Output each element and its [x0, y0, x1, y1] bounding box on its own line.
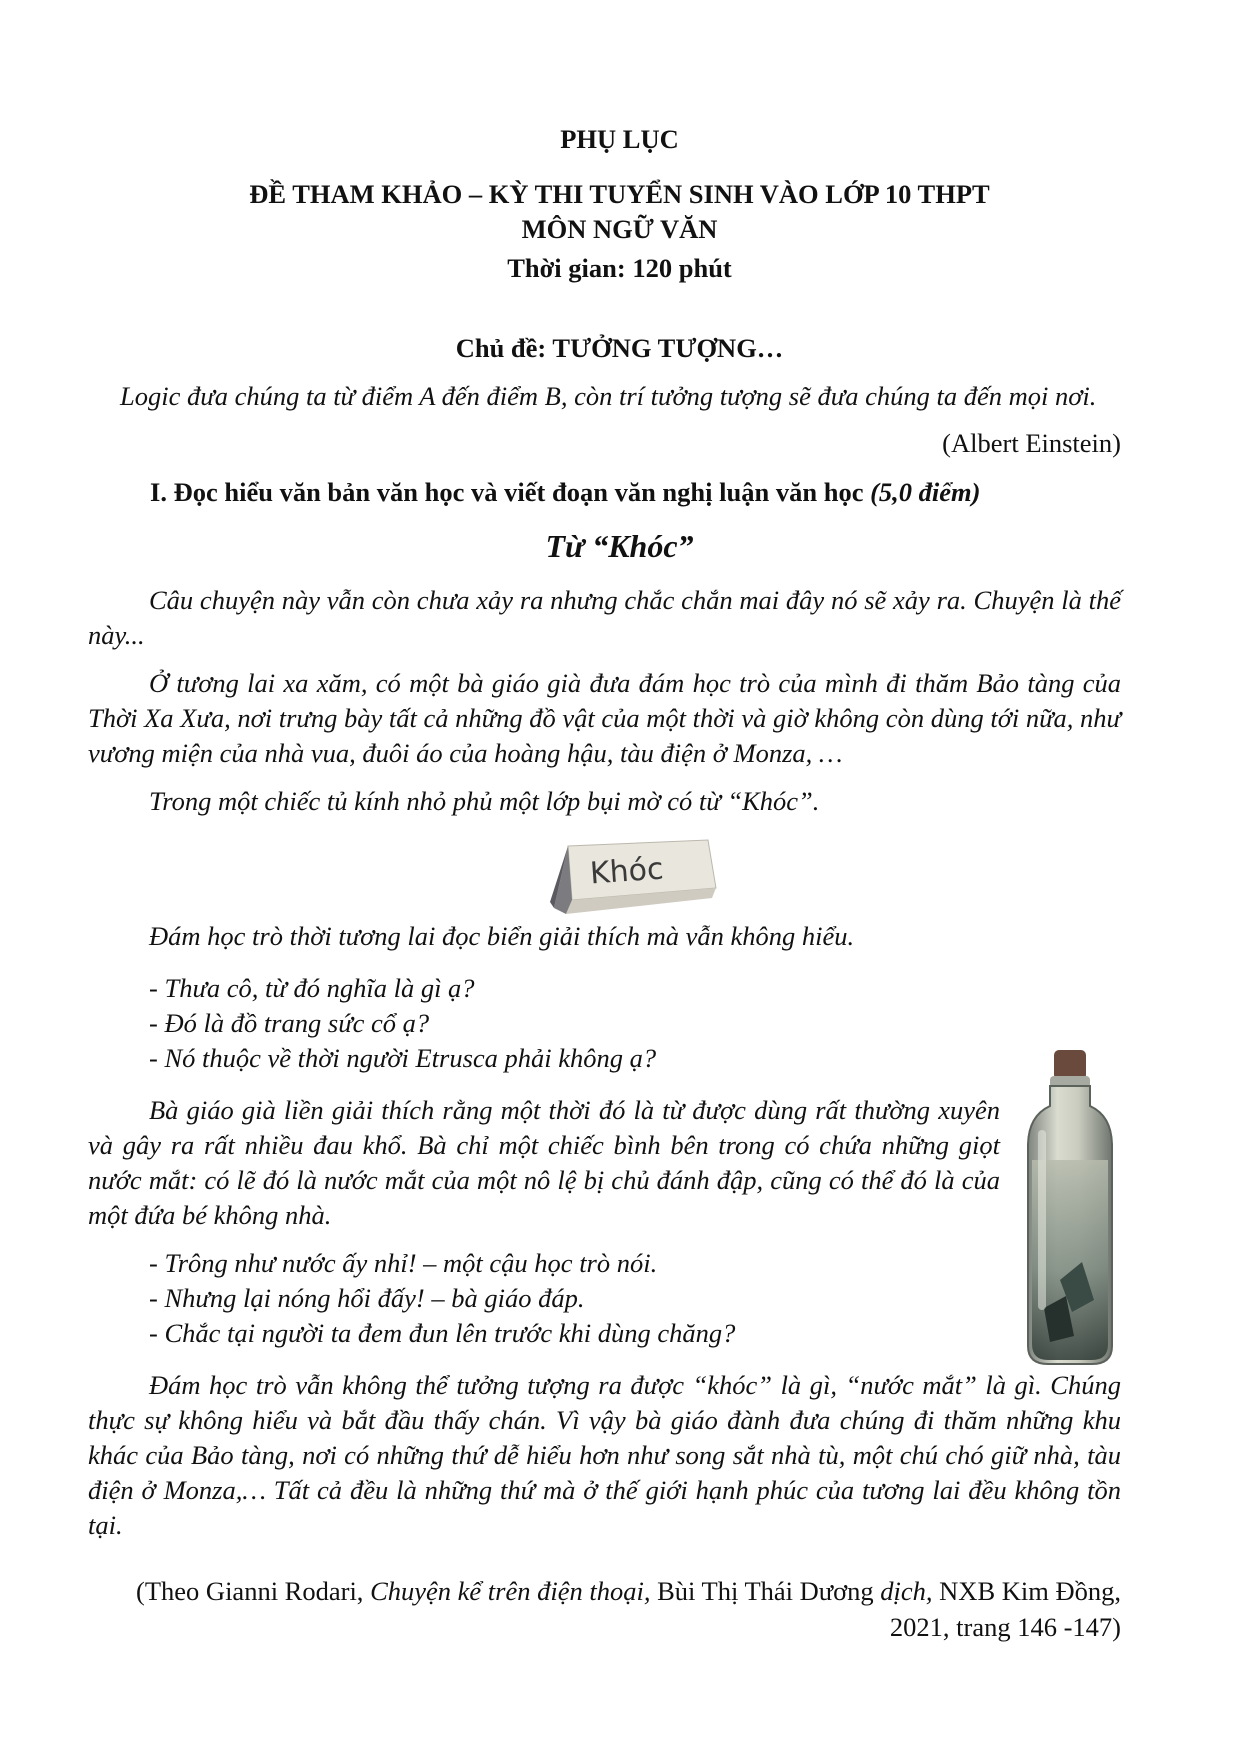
story-paragraph-4: Đám học trò thời tương lai đọc biển giải thích mà vẫn không hiểu.: [149, 921, 855, 951]
khoc-label-illustration: [548, 838, 720, 920]
story-paragraph-5: Bà giáo già liền giải thích rằng một thời đó là từ được dùng rất thường xuyên và gây ra rất nhiều đau khổ. Bà chỉ một chiếc bình bên trong có chứa những giọt nước mắt: có lẽ đó là nước mắt của một nô lệ bị chủ đánh đập, cũng có thể đó là của một đứa bé không nhà.: [88, 1095, 1000, 1230]
source-publisher: NXB Kim Đồng,: [932, 1576, 1121, 1606]
khoc-label-text: Khóc: [588, 851, 665, 892]
dialogue-line-2: - Đó là đồ trang sức cổ ạ?: [149, 1008, 430, 1038]
appendix-title: PHỤ LỤC: [560, 124, 679, 154]
subject-title: MÔN NGỮ VĂN: [521, 214, 718, 244]
dialogue-line-3: - Nó thuộc về thời người Etrusca phải không ạ?: [149, 1043, 657, 1073]
epigraph-author: (Albert Einstein): [942, 428, 1121, 458]
exam-duration: Thời gian: 120 phút: [507, 253, 732, 283]
source-prefix: (Theo Gianni Rodari,: [136, 1576, 371, 1606]
story-paragraph-3: Trong một chiếc tủ kính nhỏ phủ một lớp bụi mờ có từ “Khóc”.: [149, 786, 820, 816]
exam-title: ĐỀ THAM KHẢO – KỲ THI TUYỂN SINH VÀO LỚP 10 THPT: [249, 179, 990, 209]
source-citation-line-2: 2021, trang 146 -147): [889, 1612, 1121, 1642]
epigraph-quote: Logic đưa chúng ta từ điểm A đến điểm B, còn trí tưởng tượng sẽ đưa chúng ta đến mọi nơi.: [120, 381, 1097, 411]
story-paragraph-1: Câu chuyện này vẫn còn chưa xảy ra nhưng chắc chắn mai đây nó sẽ xảy ra. Chuyện là thế này...: [88, 585, 1121, 650]
section-heading: [150, 475, 1150, 510]
dialogue-line-1: - Thưa cô, từ đó nghĩa là gì ạ?: [149, 973, 475, 1003]
story-paragraph-6: [88, 1368, 1121, 1543]
dialogue-line-6: - Chắc tại người ta đem đun lên trước khi dùng chăng?: [149, 1318, 736, 1348]
theme-title: Chủ đề: TƯỞNG TƯỢNG…: [455, 333, 784, 363]
section-heading-text: I. Đọc hiểu văn bản văn học và viết đoạn văn nghị luận văn học: [150, 477, 871, 507]
story-paragraph-2: Ở tương lai xa xăm, có một bà giáo già đưa đám học trò của mình đi thăm Bảo tàng của Thời Xa Xưa, nơi trưng bày tất cả những đồ vật của một thời và giờ không còn dùng tới nữa, như vương miện của nhà vua, đuôi áo của hoàng hậu, tàu điện ở Monza, …: [88, 668, 1121, 768]
story-title: Từ “Khóc”: [545, 528, 694, 564]
source-citation-line-1: [136, 1574, 1121, 1609]
section-points: (5,0 điểm): [870, 477, 981, 507]
source-book: Chuyện kể trên điện thoại,: [370, 1576, 651, 1606]
story-paragraph-6-text: Đám học trò vẫn không thể tưởng tượng ra được “khóc” là gì, “nước mắt” là gì. Chúng thực sự không hiểu và bắt đầu thấy chán. Vì vậy bà giáo đành đưa chúng đi thăm những khu khác của Bảo tàng, nơi có những thứ dễ hiểu hơn như song sắt nhà tù, một chú chó giữ nhà, tàu điện ở Monza,… Tất cả đều là những thứ mà ở thế giới hạnh phúc của tương lai đều không tồn tại.: [88, 1370, 1121, 1540]
source-translated: dịch,: [880, 1576, 933, 1606]
tear-bottle-illustration: [1020, 1050, 1120, 1366]
dialogue-line-5: - Nhưng lại nóng hổi đấy! – bà giáo đáp.: [149, 1283, 585, 1313]
source-translator: Bùi Thị Thái Dương: [650, 1576, 881, 1606]
dialogue-line-4: - Trông như nước ấy nhỉ! – một cậu học trò nói.: [149, 1248, 658, 1278]
